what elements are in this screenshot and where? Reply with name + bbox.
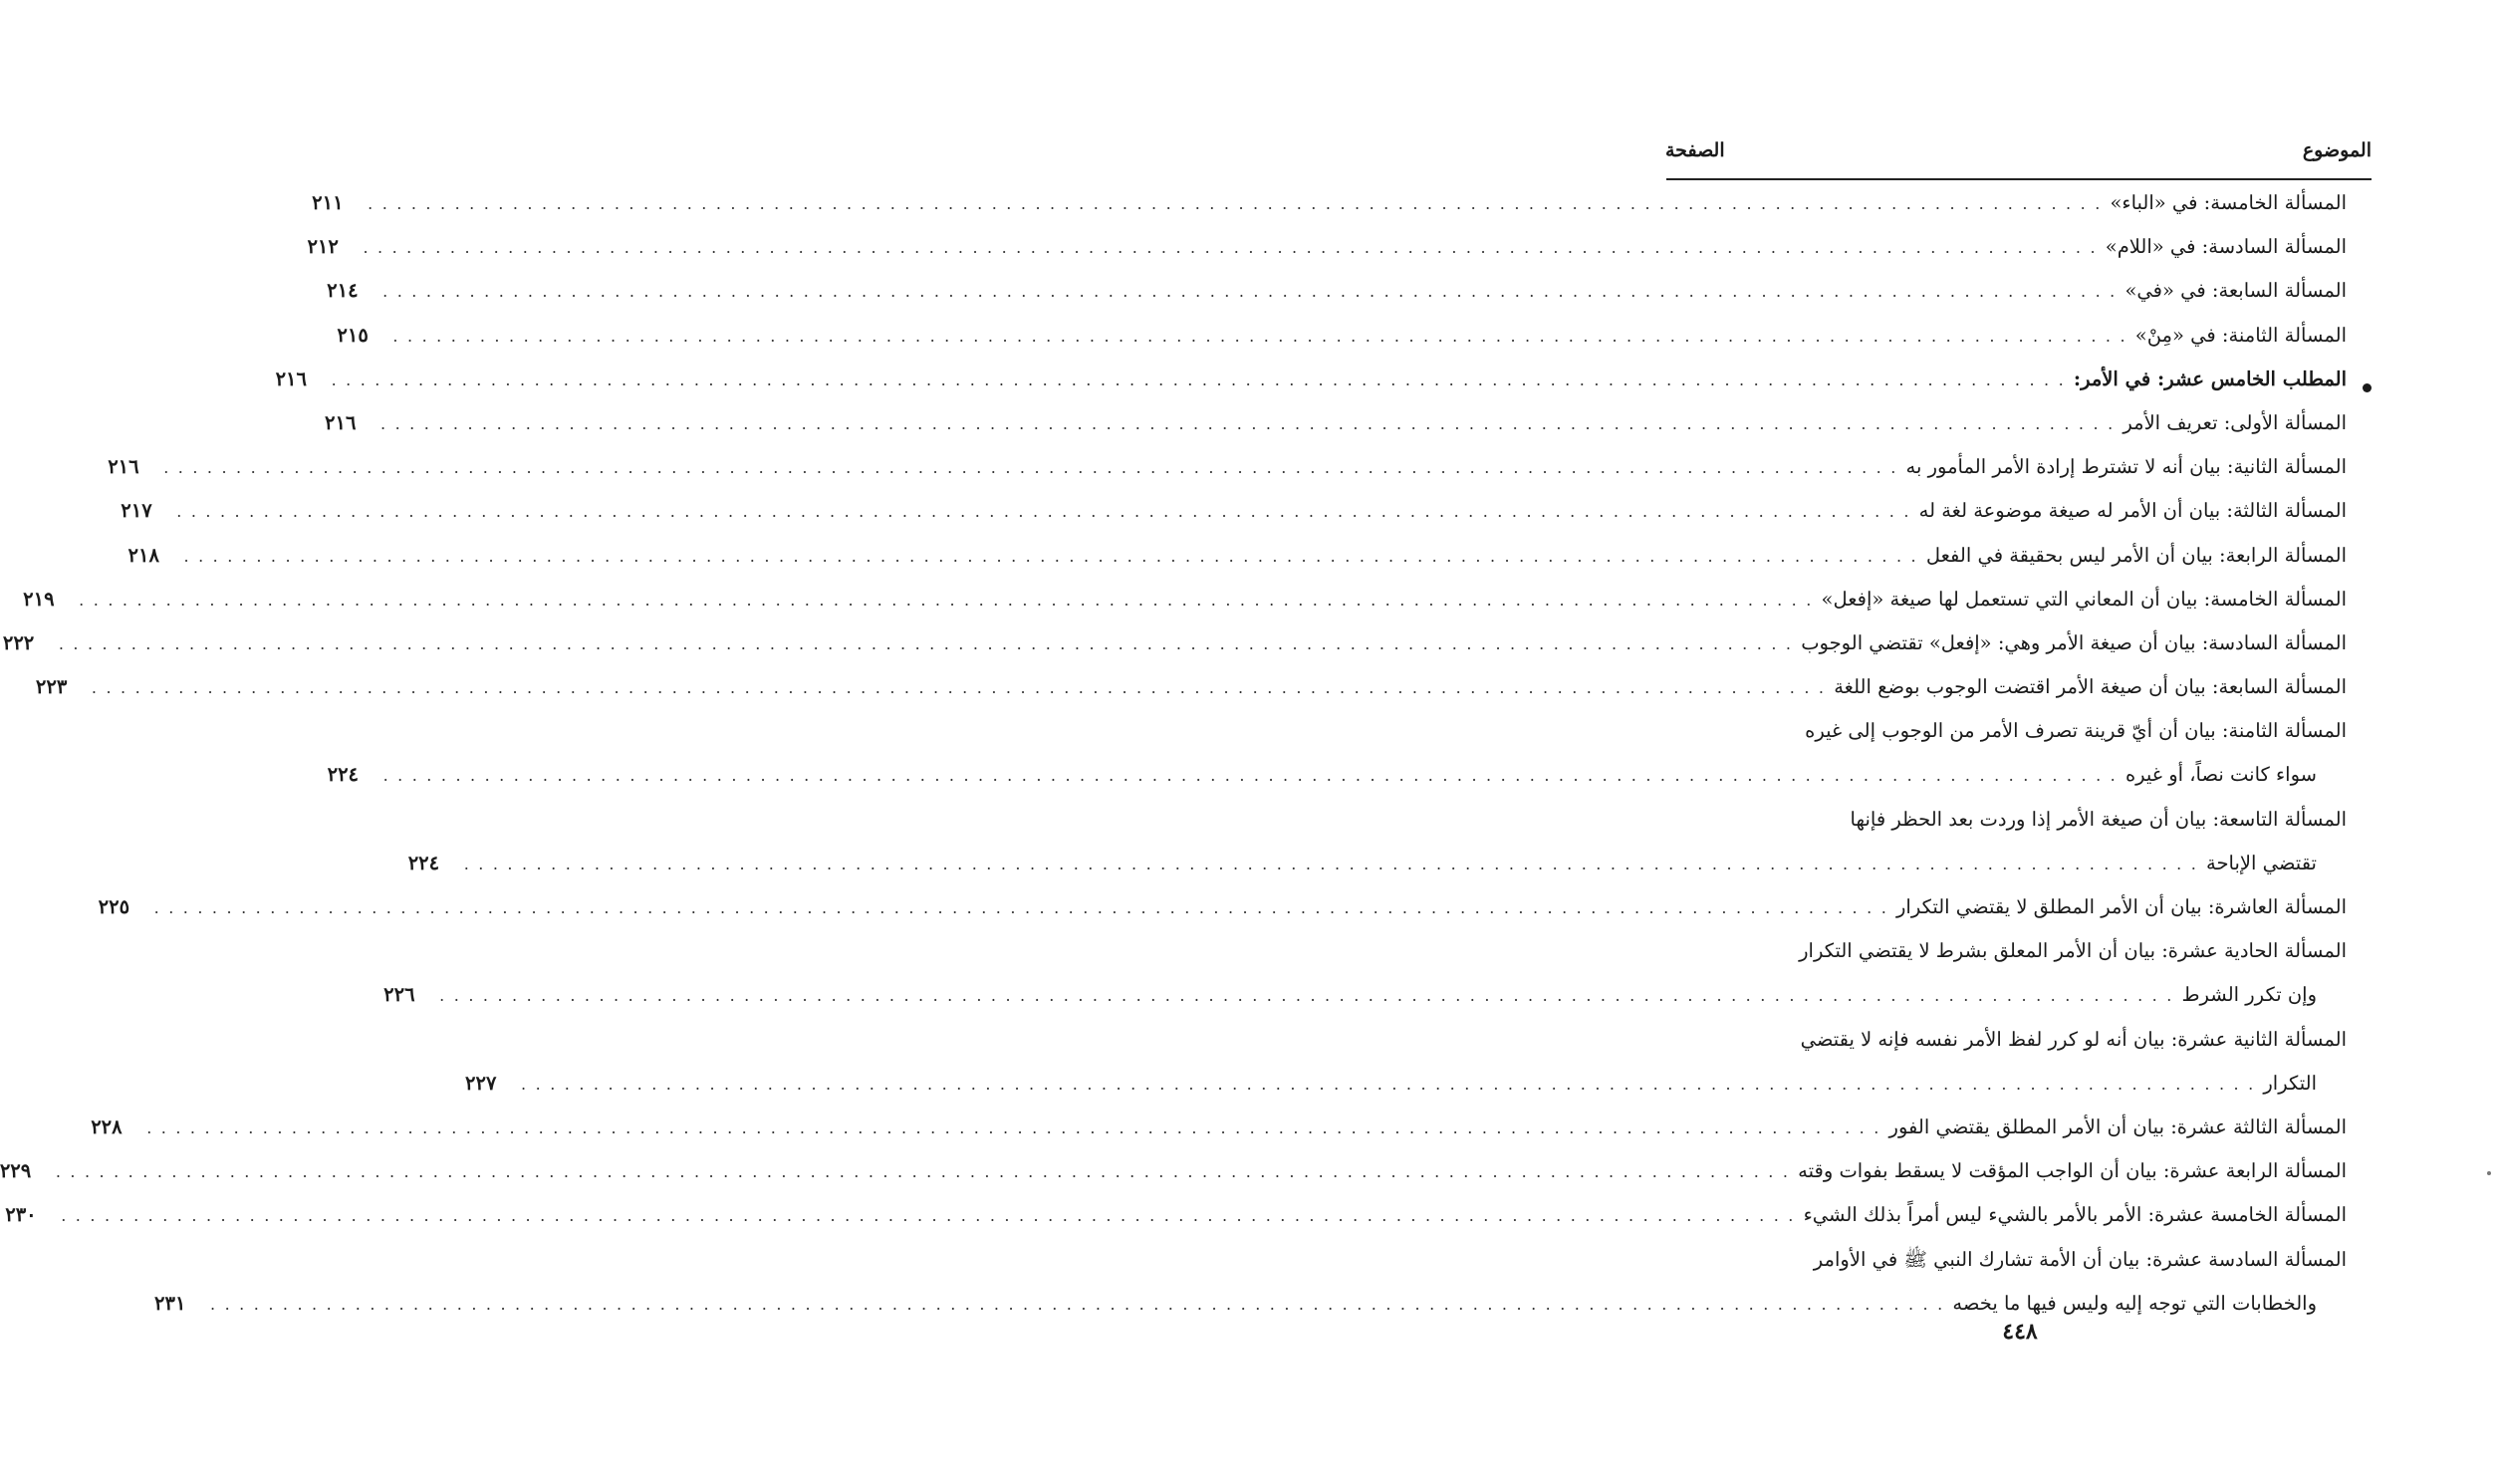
toc-page-number: ٢٣١	[154, 1291, 186, 1315]
dot-leader: . . . . . . . . . . . . . . . . . . . . . . . . . . . . . . . . . . . . . . . . . . . . . . . . . . . . . . . . . . . . . . . . . . . . . . . . . . . . . . . . . . . . . . . . . . . . . . . . . . . . . . . . . . . . . . . . . . . . . . . .	[79, 590, 1814, 610]
toc-page-number: ٢٢٧	[465, 1071, 497, 1095]
dot-leader: . . . . . . . . . . . . . . . . . . . . . . . . . . . . . . . . . . . . . . . . . . . . . . . . . . . . . . . . . . . . . . . . . . . . . . . . . . . . . . . . . . . . . . . . . . . . . . . . . . . . . . . . . . . . . . . . . . . . . . . .	[392, 326, 2127, 346]
toc-entry-title: المسألة الخامسة: بيان أن المعاني التي تستعمل لها صيغة «إفعل»	[1821, 587, 2347, 611]
toc-entry	[1666, 939, 2347, 983]
toc-entry-title: المسألة السادسة: بيان أن صيغة الأمر وهي: «إفعل» تقتضي الوجوب	[1801, 630, 2347, 654]
toc-page-number: ٢١٢	[307, 235, 339, 259]
toc-entry-continuation-text: وإن تكرر الشرط	[2181, 983, 2317, 1007]
toc-entry	[275, 367, 2347, 411]
toc-page-number: ٢١١	[312, 191, 344, 214]
toc-entry	[91, 1114, 2347, 1159]
dot-leader: . . . . . . . . . . . . . . . . . . . . . . . . . . . . . . . . . . . . . . . . . . . . . . . . . . . . . . . . . . . . . . . . . . . . . . . . . . . . . . . . . . . . . . . . . . . . . . . . . . . . . . . . . . . . . . . . . . . . . . . .	[61, 1206, 1796, 1226]
toc-page-number: ٢١٤	[327, 279, 359, 303]
page-number: ٤٤٨	[2002, 1319, 2038, 1345]
toc-page-number: ٢١٦	[275, 367, 307, 390]
toc-entry	[337, 323, 2347, 368]
dot-leader: . . . . . . . . . . . . . . . . . . . . . . . . . . . . . . . . . . . . . . . . . . . . . . . . . . . . . . . . . . . . . . . . . . . . . . . . . . . . . . . . . . . . . . . . . . . . . . . . . . . . . . . . . . . . . . . . . . . . . . . .	[380, 413, 2116, 433]
dot-leader: . . . . . . . . . . . . . . . . . . . . . . . . . . . . . . . . . . . . . . . . . . . . . . . . . . . . . . . . . . . . . . . . . . . . . . . . . . . . . . . . . . . . . . . . . . . . . . . . . . . . . . . . . . . . . . . . . . . . . . . .	[91, 678, 1827, 698]
toc-page-number: ٢٢٩	[0, 1159, 32, 1183]
toc-entry	[325, 410, 2347, 455]
toc-page-number: ٢١٦	[325, 410, 357, 434]
toc-entry-title: المسألة السابعة: بيان أن صيغة الأمر اقتضت الوجوب بوضع اللغة	[1834, 675, 2347, 699]
dot-leader: . . . . . . . . . . . . . . . . . . . . . . . . . . . . . . . . . . . . . . . . . . . . . . . . . . . . . . . . . . . . . . . . . . . . . . . . . . . . . . . . . . . . . . . . . . . . . . . . . . . . . . . . . . . . . . . . . . . . . . . .	[163, 458, 1898, 478]
toc-entry-title: المسألة الثانية: بيان أنه لا تشترط إرادة الأمر المأمور به	[1905, 455, 2347, 479]
margin-speck	[2487, 1171, 2491, 1175]
toc-entry-continuation	[327, 763, 2347, 807]
toc-entry-continuation-text: التكرار	[2263, 1071, 2317, 1095]
toc-entry-title: المسألة العاشرة: بيان أن الأمر المطلق لا يقتضي التكرار	[1895, 895, 2347, 918]
dot-leader: . . . . . . . . . . . . . . . . . . . . . . . . . . . . . . . . . . . . . . . . . . . . . . . . . . . . . . . . . . . . . . . . . . . . . . . . . . . . . . . . . . . . . . . . . . . . . . . . . . . . . . . . . . . . . . . . . . . . . . . .	[210, 1294, 1945, 1314]
toc-entry-continuation	[465, 1071, 2347, 1115]
toc-entry	[35, 675, 2347, 719]
toc-entry	[23, 587, 2347, 631]
toc-entry-continuation-text: تقتضي الإباحة	[2206, 851, 2317, 874]
dot-leader: . . . . . . . . . . . . . . . . . . . . . . . . . . . . . . . . . . . . . . . . . . . . . . . . . . . . . . . . . . . . . . . . . . . . . . . . . . . . . . . . . . . . . . . . . . . . . . . . . . . . . . . . . . . . . . . . . . . . . . . .	[153, 898, 1888, 917]
toc-entry	[1666, 1248, 2347, 1292]
toc-entry	[5, 1203, 2347, 1247]
toc-page-number: ٢٢٤	[407, 851, 440, 874]
toc-entry	[312, 191, 2347, 235]
dot-leader: . . . . . . . . . . . . . . . . . . . . . . . . . . . . . . . . . . . . . . . . . . . . . . . . . . . . . . . . . . . . . . . . . . . . . . . . . . . . . . . . . . . . . . . . . . . . . . . . . . . . . . . . . . . . . . . . . . . . . . . .	[521, 1074, 2256, 1094]
toc-entry-title: المسألة السادسة: في «اللام»	[2105, 235, 2347, 259]
toc-entry-title: المسألة السادسة عشرة: بيان أن الأمة تشارك النبي ﷺ في الأوامر	[1813, 1247, 2347, 1271]
toc-entry-continuation-text: والخطابات التي توجه إليه وليس فيها ما يخصه	[1952, 1291, 2317, 1315]
toc-entry-title: المسألة الخامسة: في «الباء»	[2110, 191, 2347, 214]
toc-entry-title: المسألة الثامنة: في «مِنْ»	[2134, 323, 2347, 347]
toc-entry-title: المسألة الثامنة: بيان أن أيّ قرينة تصرف الأمر من الوجوب إلى غيره	[1805, 719, 2347, 743]
toc-entry-title: المسألة الرابعة: بيان أن الأمر ليس بحقيقة في الفعل	[1925, 543, 2347, 567]
toc-entry	[0, 1159, 2347, 1203]
toc-page-number: ٢٢٦	[383, 983, 415, 1007]
dot-leader: . . . . . . . . . . . . . . . . . . . . . . . . . . . . . . . . . . . . . . . . . . . . . . . . . . . . . . . . . . . . . . . . . . . . . . . . . . . . . . . . . . . . . . . . . . . . . . . . . . . . . . . . . . . . . . . . . . . . . . . .	[176, 502, 1911, 522]
toc-page-number: ٢١٦	[108, 455, 139, 479]
dot-leader: . . . . . . . . . . . . . . . . . . . . . . . . . . . . . . . . . . . . . . . . . . . . . . . . . . . . . . . . . . . . . . . . . . . . . . . . . . . . . . . . . . . . . . . . . . . . . . . . . . . . . . . . . . . . . . . . . . . . . . . .	[382, 766, 2118, 786]
dot-leader: . . . . . . . . . . . . . . . . . . . . . . . . . . . . . . . . . . . . . . . . . . . . . . . . . . . . . . . . . . . . . . . . . . . . . . . . . . . . . . . . . . . . . . . . . . . . . . . . . . . . . . . . . . . . . . . . . . . . . . . .	[463, 854, 2199, 873]
dot-leader: . . . . . . . . . . . . . . . . . . . . . . . . . . . . . . . . . . . . . . . . . . . . . . . . . . . . . . . . . . . . . . . . . . . . . . . . . . . . . . . . . . . . . . . . . . . . . . . . . . . . . . . . . . . . . . . . . . . . . . . .	[146, 1117, 1881, 1137]
toc-entry-continuation-text: سواء كانت نصاً، أو غيره	[2124, 763, 2317, 787]
toc-entry-continuation	[407, 851, 2347, 895]
toc-page-number: ٢٢٤	[327, 763, 360, 787]
dot-leader: . . . . . . . . . . . . . . . . . . . . . . . . . . . . . . . . . . . . . . . . . . . . . . . . . . . . . . . . . . . . . . . . . . . . . . . . . . . . . . . . . . . . . . . . . . . . . . . . . . . . . . . . . . . . . . . . . . . . . . . .	[55, 1162, 1791, 1182]
toc-page-number: ٢١٧	[121, 499, 152, 523]
topic-column-label: الموضوع	[2302, 139, 2372, 161]
toc-entry-title: المسألة التاسعة: بيان أن صيغة الأمر إذا وردت بعد الحظر فإنها	[1850, 807, 2347, 831]
toc-entry	[1666, 1028, 2347, 1072]
dot-leader: . . . . . . . . . . . . . . . . . . . . . . . . . . . . . . . . . . . . . . . . . . . . . . . . . . . . . . . . . . . . . . . . . . . . . . . . . . . . . . . . . . . . . . . . . . . . . . . . . . . . . . . . . . . . . . . . . . . . . . . .	[382, 282, 2118, 302]
page-column-label: الصفحة	[1665, 139, 1725, 161]
toc-entry-title: المسألة الحادية عشرة: بيان أن الأمر المعلق بشرط لا يقتضي التكرار	[1799, 939, 2347, 963]
toc-page-number: ٢٢٣	[35, 675, 68, 699]
toc-entry-continuation	[383, 983, 2347, 1027]
toc-entry-title: المسألة الخامسة عشرة: الأمر بالأمر بالشيء ليس أمراً بذلك الشيء	[1803, 1203, 2347, 1227]
toc-entry	[1666, 719, 2347, 763]
toc-page-number: ٢٢٨	[91, 1114, 123, 1138]
toc-page-number: ٢١٩	[23, 587, 55, 611]
dot-leader: . . . . . . . . . . . . . . . . . . . . . . . . . . . . . . . . . . . . . . . . . . . . . . . . . . . . . . . . . . . . . . . . . . . . . . . . . . . . . . . . . . . . . . . . . . . . . . . . . . . . . . . . . . . . . . . . . . . . . . . .	[439, 986, 2174, 1006]
toc-entry	[127, 543, 2347, 588]
header-rule	[1666, 178, 2372, 180]
dot-leader: . . . . . . . . . . . . . . . . . . . . . . . . . . . . . . . . . . . . . . . . . . . . . . . . . . . . . . . . . . . . . . . . . . . . . . . . . . . . . . . . . . . . . . . . . . . . . . . . . . . . . . . . . . . . . . . . . . . . . . . .	[331, 370, 2066, 389]
toc-header	[1665, 139, 2372, 175]
toc-entry	[1666, 808, 2347, 852]
dot-leader: . . . . . . . . . . . . . . . . . . . . . . . . . . . . . . . . . . . . . . . . . . . . . . . . . . . . . . . . . . . . . . . . . . . . . . . . . . . . . . . . . . . . . . . . . . . . . . . . . . . . . . . . . . . . . . . . . . . . . . . .	[58, 633, 1794, 653]
toc-entry	[307, 235, 2347, 279]
toc-page-number: ٢١٨	[127, 543, 159, 567]
toc-entry-title: المطلب الخامس عشر: في الأمر:	[2073, 367, 2347, 390]
toc-entry	[2, 630, 2347, 675]
dot-leader: . . . . . . . . . . . . . . . . . . . . . . . . . . . . . . . . . . . . . . . . . . . . . . . . . . . . . . . . . . . . . . . . . . . . . . . . . . . . . . . . . . . . . . . . . . . . . . . . . . . . . . . . . . . . . . . . . . . . . . . .	[183, 546, 1918, 566]
toc-entry	[121, 499, 2347, 543]
toc-entry-title: المسألة الأولى: تعريف الأمر	[2123, 410, 2347, 434]
toc-page-number: ٢٢٢	[2, 630, 35, 654]
toc-page-number: ٢١٥	[337, 323, 369, 347]
toc-entry	[108, 455, 2347, 499]
dot-leader: . . . . . . . . . . . . . . . . . . . . . . . . . . . . . . . . . . . . . . . . . . . . . . . . . . . . . . . . . . . . . . . . . . . . . . . . . . . . . . . . . . . . . . . . . . . . . . . . . . . . . . . . . . . . . . . . . . . . . . . .	[363, 238, 2098, 258]
dot-leader: . . . . . . . . . . . . . . . . . . . . . . . . . . . . . . . . . . . . . . . . . . . . . . . . . . . . . . . . . . . . . . . . . . . . . . . . . . . . . . . . . . . . . . . . . . . . . . . . . . . . . . . . . . . . . . . . . . . . . . . .	[368, 194, 2103, 213]
toc-list	[0, 191, 2347, 1336]
toc-entry-title: المسألة الثالثة: بيان أن الأمر له صيغة موضوعة لغة له	[1918, 499, 2347, 523]
toc-entry	[327, 279, 2347, 323]
toc-entry-title: المسألة الثانية عشرة: بيان أنه لو كرر لفظ الأمر نفسه فإنه لا يقتضي	[1800, 1027, 2347, 1051]
toc-entry	[98, 895, 2347, 939]
toc-entry-title: المسألة السابعة: في «في»	[2124, 279, 2347, 303]
bullet-icon	[2363, 383, 2372, 392]
toc-entry-title: المسألة الرابعة عشرة: بيان أن الواجب المؤقت لا يسقط بفوات وقته	[1798, 1159, 2347, 1183]
toc-page-number: ٢٢٥	[98, 895, 130, 918]
toc-entry-title: المسألة الثالثة عشرة: بيان أن الأمر المطلق يقتضي الفور	[1888, 1114, 2347, 1138]
toc-page-number: ٢٣٠	[5, 1203, 37, 1227]
